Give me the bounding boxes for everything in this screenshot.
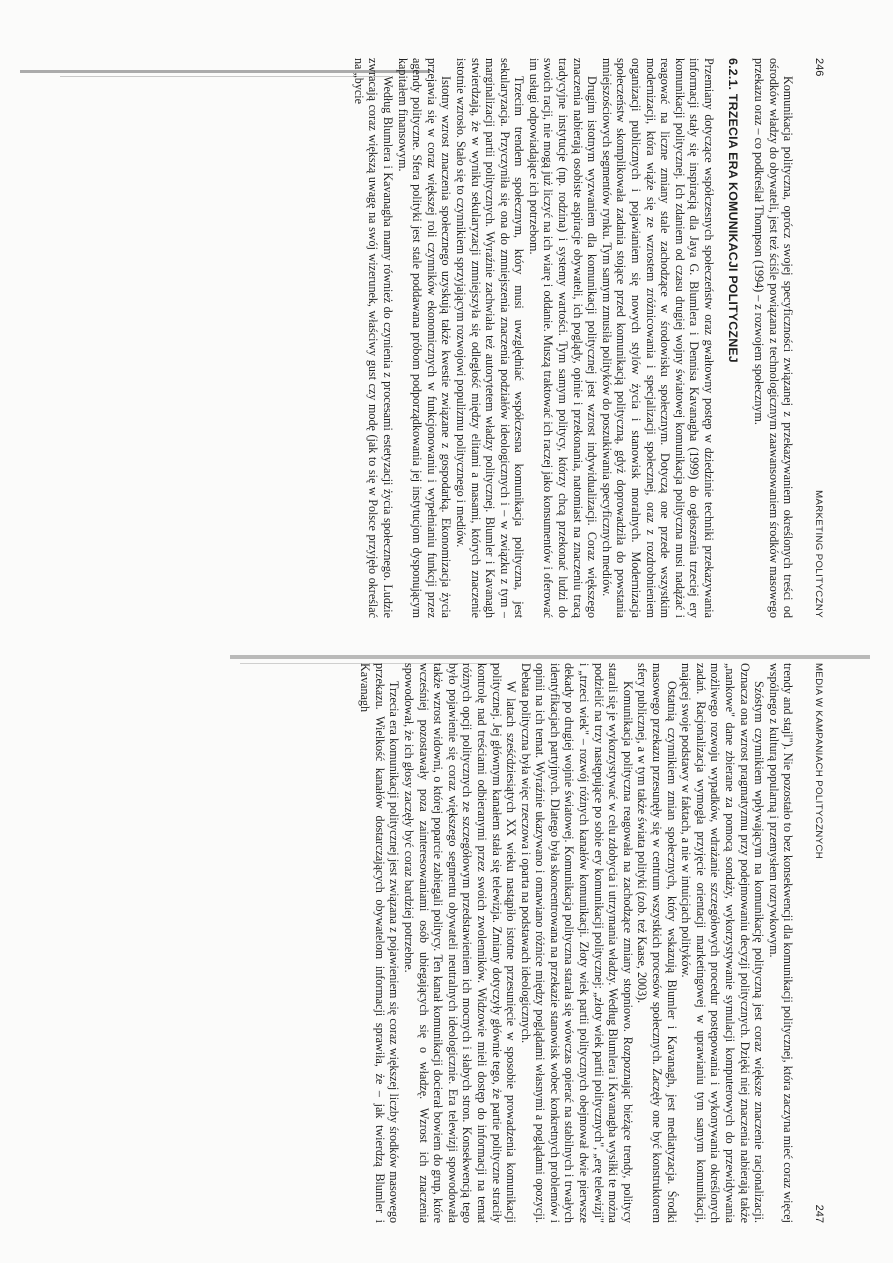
paragraph: Trzecim trendem społecznym, który musi uwzględniać współczesna komunikacja polityczna, jest sekularyzacja. Przyczyniła się ona do zmniejszenia znaczenia podziałów ideologicznych i – w związku z tym – marginalizacji partii politycznych. Wyraźnie zachwiała też autorytetem władzy politycznej. Blumler i Kavanagh stwierdzają, że w wyniku sekularyzacji zmniejszyła się odległość między elitami a masami, których znaczenie istotnie wzrosło. Stało się to czynnikiem sprzyjającym rozwojowi populizmu politycznego i mediów. <box>453 58 527 618</box>
book-page-246 <box>126 58 826 618</box>
paragraph: Przemiany dotyczące współczesnych społeczeństw oraz gwałtowny postęp w dziedzinie techniki przekazywania informacji stały się inspiracją dla Jaya G. Blumlera i Dennisa Kavanagha (1999) do ogłoszenia trzeciej ery komunikacji politycznej. Ich zdaniem od czasu drugiej wojny światowej komunikacja polityczna musi nadążać i reagować na liczne zmiany stale zachodzące w środowisku społecznym. Dotyczą one przede wszystkim modernizacji, która wiąże się ze wzrostem zróżnicowania i specjalizacji społecznej, oraz z rozdrobnieniem organizacji publicznych i pojawianiem się nowych stylów życia i stanowisk moralnych. Modernizacja społeczeństw skomplikowała zadania stojące przed komunikacją polityczną, gdyż doprowadziła do powstania mniejszościowych segmentów rynku. Tym samym zmusiła polityków do poszukiwania specyficznych mediów. <box>599 58 717 618</box>
paragraph: Drugim istotnym wyzwaniem dla komunikacji politycznej jest wzrost indywidualizacji. Coraz większego znaczenia nabierają osobiste aspiracje obywateli, ich poglądy, opinie i przekonania, natomiast na znaczeniu tracą tradycyjne instytucje (np. rodzina) i systemy wartości. Tym samym politycy, którzy chcą przekonać ludzi do swoich racji, nie mogą już liczyć na ich wiarę i oddanie. Muszą traktować ich raczej jako konsumentów i oferować im usługi odpowiadające ich potrzebom. <box>526 58 600 618</box>
running-head <box>810 663 826 1223</box>
paragraph: Według Blumlera i Kavanagha mamy również do czynienia z procesami estetyzacji życia społecznego. Ludzie zwracają coraz większą uwagę na swój wizerunek, właściwy gust czy modę (jak to się w Polsce przyjęło określać na „bycie <box>351 58 395 618</box>
running-title: MEDIA W KAMPANIACH POLITYCZNYCH <box>813 663 824 860</box>
running-head <box>810 58 826 618</box>
paragraph: Szóstym czynnikiem wpływającym na komunikację polityczną jest coraz większe znaczenie racjonalizacji. Oznacza ona wzrost pragmatyzmu przy podejmowaniu decyzji politycznych. Dzięki niej znaczenia nabierają także „nankowe" dane zbierane za pomocą sondaży, wykorzystywanie symulacji komputerowych do przewidywania możliwego rozwoju wypadków, wdrażanie szczegółowych procedur postępowania i wykonywania określonych zadań. Racjonalizacja wymogła przyjęcie orientacji marketingowej w uprawianiu tym samym komunikacji, mającej swoje podstawy w faktach, a nie w intuicjach polityków. <box>679 663 767 1223</box>
book-page-247 <box>126 663 826 1223</box>
paragraph: Komunikacja polityczna reagowała na zachodzące zmiany stopniowo. Rozpoznając bieżące trendy, politycy starali się je wykorzystywać w celu zdobycia i utrzymania władzy. Według Blumlera i Kavanagha wysiłki te można podzielić na trzy następujące po sobie ery komunikacji politycznej: „złoty wiek partii politycznych", „erę telewizji" i „trzeci wiek" – rozwój różnych kanałów komunikacji. Złoty wiek partii politycznych obejmował dwie pierwsze dekady po drugiej wojnie światowej. Komunikacja polityczna starała się wówczas opierać na stabilnych i trwałych identyfikacjach partyjnych. Dlatego była skoncentrowana na przekazie stanowisk wobec konkretnych problemów i opinii na ich temat. Wyraźnie ukazywano i omawiano różnice między poglądami własnymi a poglądami opozycji. Debata polityczna była więc rzeczowa i oparta na podstawach ideologicznych. <box>518 663 635 1223</box>
paragraph: Ostatnią czynnikiem zmian społecznych, który wskazują Blumler i Kavanagh, jest mediatyzacja. Środki masowego przekazu przesunęły się w centrum wszystkich procesów społecznych. Zaczęły one być konstruktorem sfery publicznej, a w tym także świata polityki (zob. też Kaase, 2003). <box>635 663 679 1223</box>
paragraph: Trzecia era komunikacji politycznej jest związana z pojawieniem się coraz większej liczby środków masowego przekazu. Wielkość kanałów dostarczających obywatelom informacji sprawiła, że – jak twierdzą Blumler i Kavanagh <box>358 663 402 1223</box>
paragraph: Komunikacja polityczna, oprócz swojej specyficzności związanej z przekazywaniem określonych treści od ośrodków władzy do obywateli, jest też ściśle powiązana z technologicznym zaawansowaniem środków masowego przekazu oraz – co podkreślał Thompson (1994) – z rozwojem społecznym. <box>752 58 796 618</box>
running-title: MARKETING POLITYCZNY <box>813 490 824 618</box>
paragraph: W latach sześćdziesiątych XX wieku nastąpiło istotne przesunięcie w sposobie prowadzenia komunikacji politycznej. Jej głównym kanałem stała się telewizja. Zmiany dotyczyły głównie tego, że partie polityczne straciły kontrolę nad treściami odbieranymi przez swoich zwolenników. Widzowie mieli dostęp do informacji na temat różnych opcji politycznych ze szczegółowym przedstawieniem ich mocnych i słabych stron. Konsekwencją tego było pojawienie się coraz większego segmentu obywateli neutralnych ideologicznie. Era telewizji spowodowała także wzrost widowni, o której poparcie zabiegali politycy. Ten kanał komunikacji docierał bowiem do grup, które wcześniej pozostawały poza zainteresowaniami osób ubiegających się o władzę. Wzrost ich znaczenia spowodował, że ich głosy zaczęły być coraz bardziej potrzebne. <box>401 663 519 1223</box>
scan-gutter-shadow <box>230 655 870 659</box>
paragraph: trendy and stajl"). Nie pozostało to bez konsekwencji dla komunikacji politycznej, która zaczyna mieć coraz więcej wspólnego z kulturą popularną i przemysłem rozrywkowym. <box>766 663 796 1223</box>
paragraph: Istotny wzrost znaczenia społecznego uzyskują także kwestie związane z gospodarką. Ekonomizacja życia przejawia się w coraz większej roli czynników ekonomicznych w funkcjonowaniu i wypełnianiu funkcji przez agendy polityczne. Sfera polityki jest stale poddawana próbom podporządkowania jej instytucjom dysponującym kapitałem finansowym. <box>395 58 454 618</box>
section-heading: 6.2.1. TRZECIA ERA KOMUNIKACJI POLITYCZNEJ <box>725 58 740 363</box>
page-number: 247 <box>813 1204 825 1223</box>
page-number: 246 <box>813 58 825 77</box>
